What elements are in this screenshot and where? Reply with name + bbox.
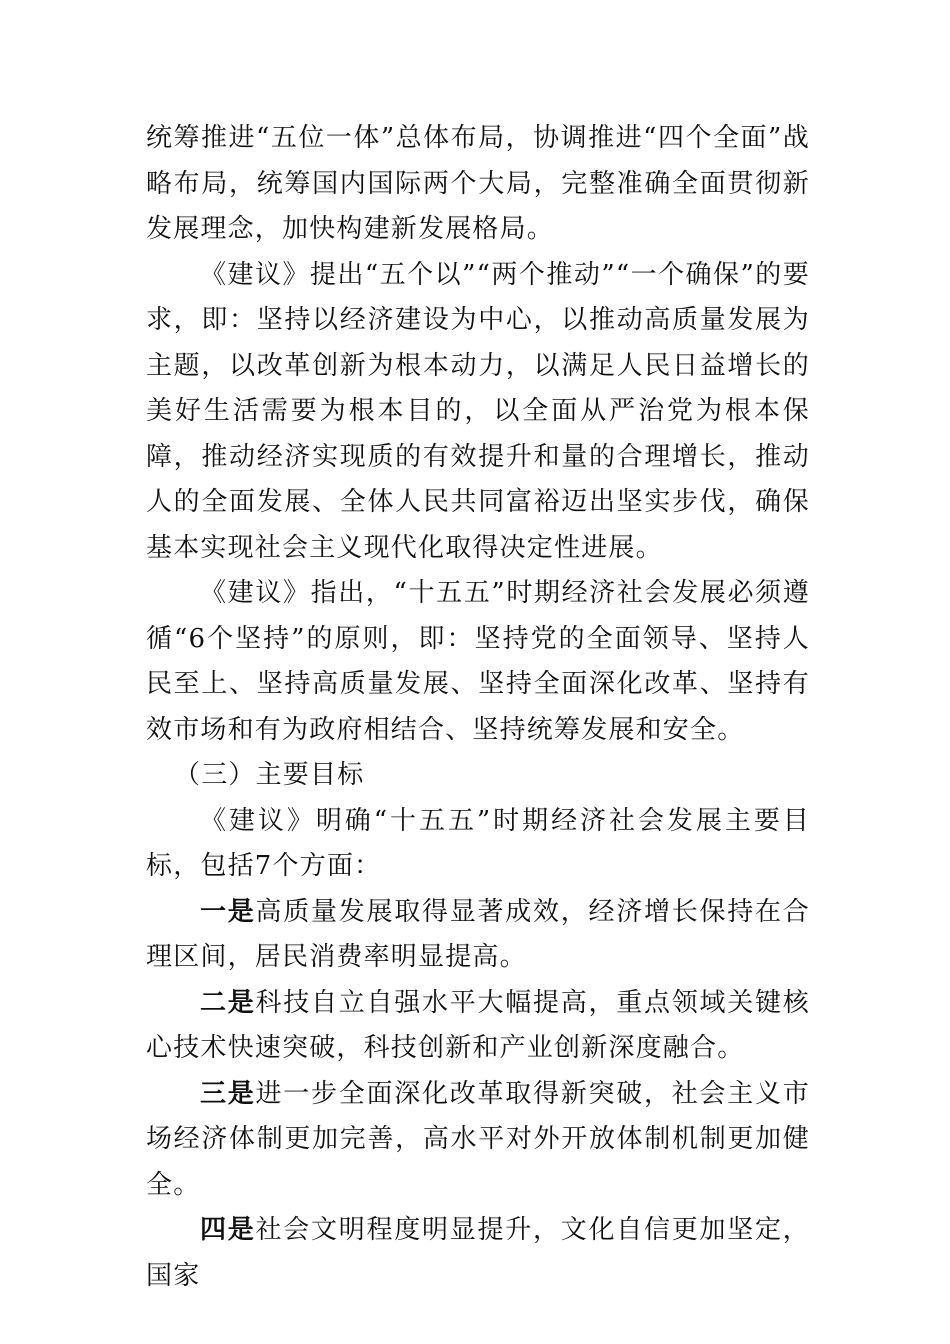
goal-lead: 三是 — [200, 1078, 256, 1109]
paragraph-layout: 统筹推进“五位一体”总体布局，协调推进“四个全面”战略布局，统筹国内国际两个大局，完整准确全面贯彻新发展理念，加快构建新发展格局。 — [146, 123, 810, 244]
paragraph-requirements: 《建议》提出“五个以”“两个推动”“一个确保”的要求，即：坚持以经济建设为中心，以推动高质量发展为主题，以改革创新为根本动力，以满足人民日益增长的美好生活需要为根本目的，以全面从严治党为根本保障，推动经济实现质的有效提升和量的合理增长，推动人的全面发展、全体人民共同富裕迈出坚实步伐，确保基本实现社会主义现代化取得决定性进展。 — [146, 259, 810, 563]
goal-lead: 二是 — [200, 987, 256, 1018]
goal-lead: 一是 — [200, 896, 256, 927]
goal-item — [146, 1072, 810, 1209]
goal-text: 科技自立自强水平大幅提高，重点领域关键核心技术快速突破，科技创新和产业创新深度融合。 — [146, 987, 810, 1063]
paragraph-goals-intro: 《建议》明确“十五五”时期经济社会发展主要目标，包括7个方面： — [146, 805, 810, 881]
goal-text: 进一步全面深化改革取得新突破，社会主义市场经济体制更加完善，高水平对外开放体制机制更加健全。 — [146, 1078, 810, 1200]
paragraph-principles: 《建议》指出，“十五五”时期经济社会发展必须遵循“6个坚持”的原则，即：坚持党的全面领导、坚持人民至上、坚持高质量发展、坚持全面深化改革、坚持有效市场和有为政府相结合、坚持统筹发展和安全。 — [146, 578, 810, 745]
goal-item — [146, 1208, 810, 1299]
goal-lead: 四是 — [200, 1215, 256, 1245]
goal-text: 社会文明程度明显提升，文化自信更加坚定，国家 — [146, 1215, 810, 1291]
goal-item — [146, 981, 810, 1072]
section-heading: （三）主要目标 — [174, 760, 365, 790]
goal-text: 高质量发展取得显著成效，经济增长保持在合理区间，居民消费率明显提高。 — [146, 896, 810, 972]
goal-item — [146, 890, 810, 981]
document-page — [146, 116, 810, 1299]
